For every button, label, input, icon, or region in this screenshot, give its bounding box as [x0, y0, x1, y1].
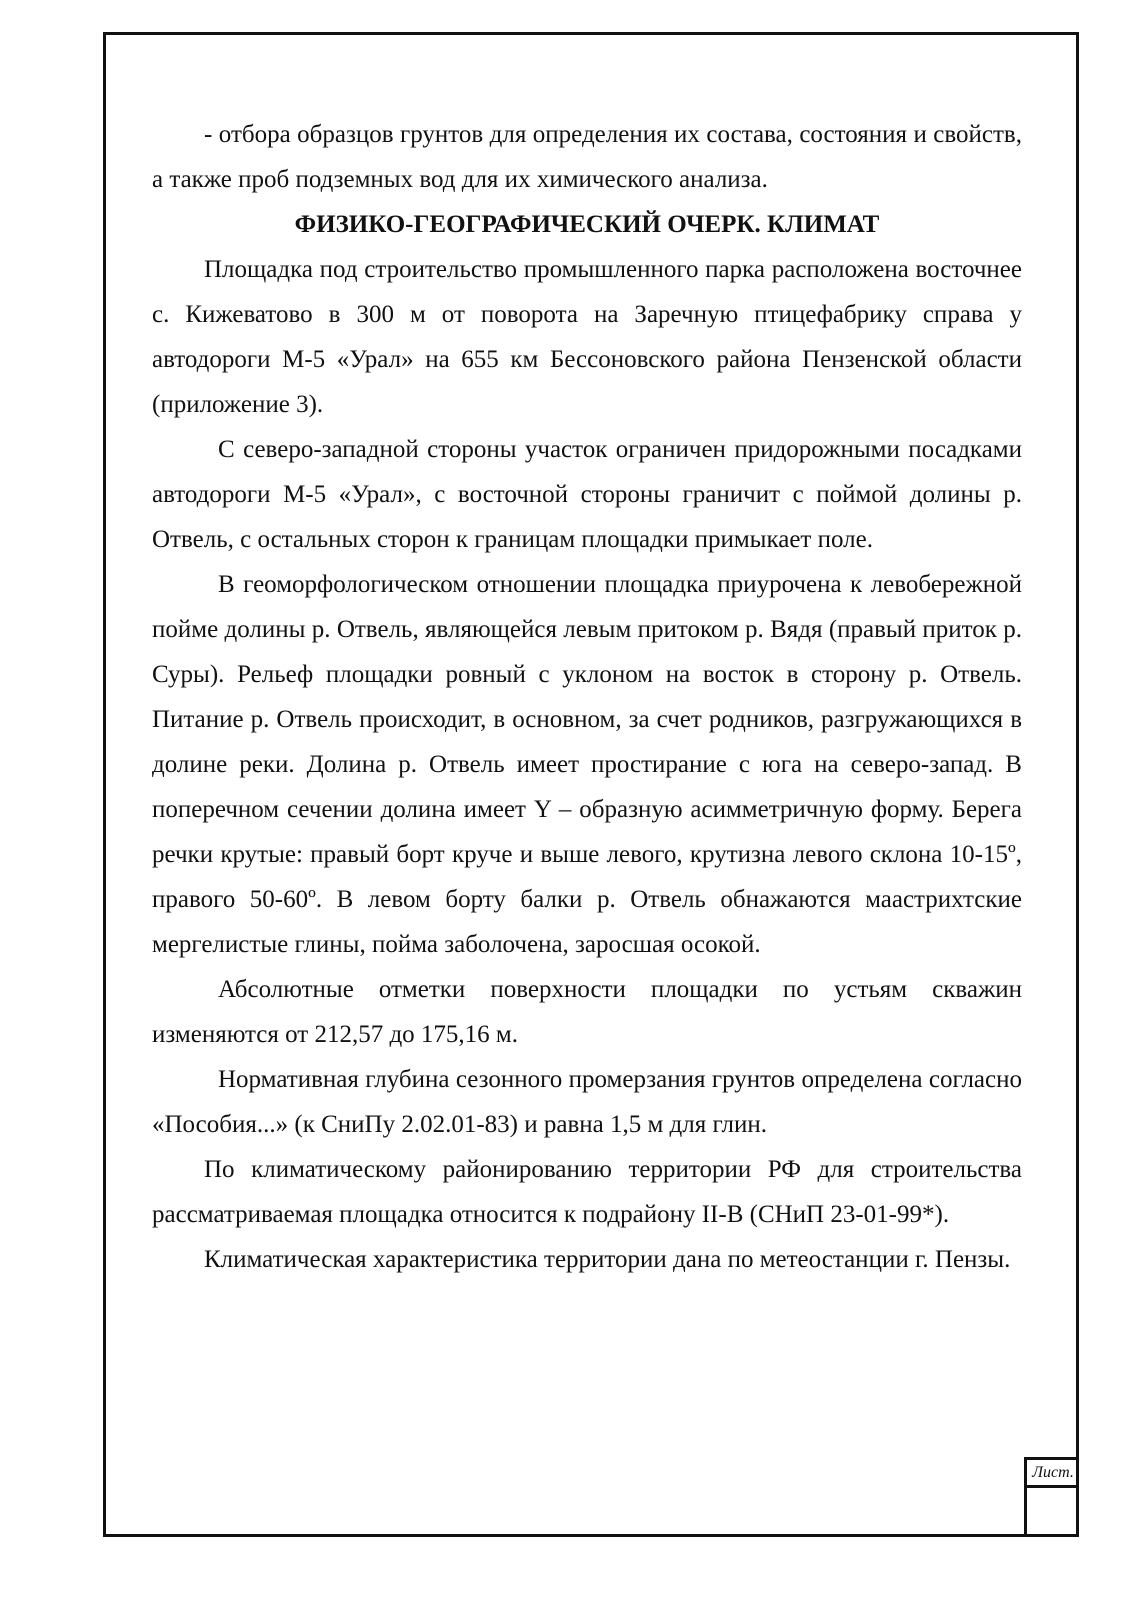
- paragraph-sampling: - отбора образцов грунтов для определения их состава, состояния и свойств, а также проб подземных вод для их химического анализа.: [152, 121, 1022, 193]
- sheet-label: Лист.: [1027, 1457, 1079, 1488]
- paragraph-climate-zone: По климатическому районированию территории РФ для строительства рассматриваемая площадка относится к подрайону II-В (СНиП 23-01-99*).: [152, 1156, 1022, 1228]
- paragraph-geomorphology: В геоморфологическом отношении площадка приурочена к левобережной пойме долины р. Отвель, являющейся левым притоком р. Вядя (правый приток р. Суры). Рельеф площадки ровный с уклоном на восток в сторону р. Отвель. Питание р. Отвель происходит, в основном, за счет родников, разгружающихся в долине реки. Долина р. Отвель имеет простирание с юга на северо-запад. В поперечном сечении долина имеет Y – образную асимметричную форму. Берега речки крутые: правый борт круче и выше левого, крутизна левого склона 10-15º, правого 50-60º. В левом борту балки р. Отвель обнажаются маастрихтские мергелистые глины, пойма заболочена, заросшая осокой.: [152, 571, 1022, 958]
- paragraph-frost-depth: Нормативная глубина сезонного промерзания грунтов определена согласно «Пособия...» (к СниПу 2.02.01-83) и равна 1,5 м для глин.: [152, 1066, 1022, 1138]
- title-block-stamp: [1024, 1457, 1079, 1537]
- section-heading: ФИЗИКО-ГЕОГРАФИЧЕСКИЙ ОЧЕРК. КЛИМАТ: [294, 211, 880, 238]
- document-body: [152, 112, 1022, 1282]
- paragraph-elevations: Абсолютные отметки поверхности площадки по устьям скважин изменяются от 212,57 до 175,16 м.: [152, 976, 1022, 1048]
- paragraph-boundaries: С северо-западной стороны участок ограничен придорожными посадками автодороги М-5 «Урал», с восточной стороны граничит с поймой долины р. Отвель, с остальных сторон к границам площадки примыкает поле.: [152, 436, 1022, 553]
- paragraph-location: Площадка под строительство промышленного парка расположена восточнее с. Кижеватово в 300 м от поворота на Заречную птицефабрику справа у автодороги М-5 «Урал» на 655 км Бессоновского района Пензенской области (приложение 3).: [152, 256, 1022, 418]
- paragraph-climate-station: Климатическая характеристика территории дана по метеостанции г. Пензы.: [204, 1246, 1011, 1273]
